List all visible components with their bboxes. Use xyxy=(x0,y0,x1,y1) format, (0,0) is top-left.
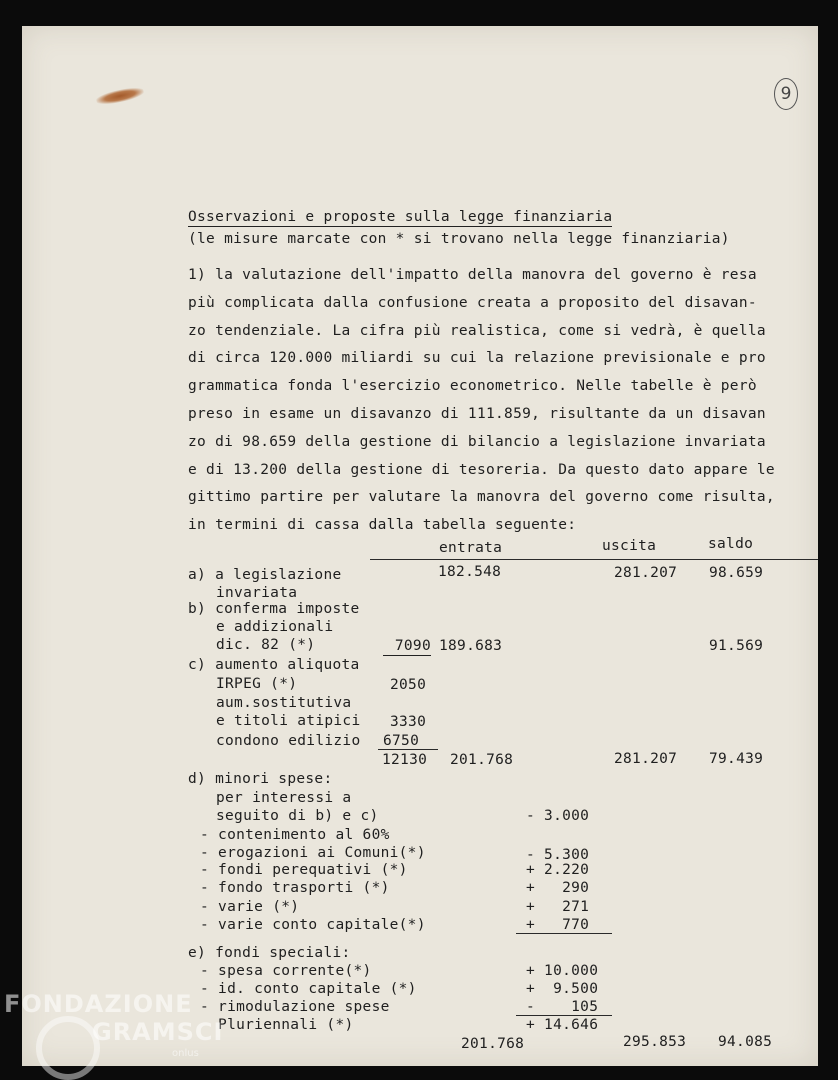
row-b-label: b) conferma imposte xyxy=(188,601,360,617)
list-item-label: Pluriennali (*) xyxy=(200,1017,354,1033)
row-a-uscita: 281.207 xyxy=(614,565,678,581)
paragraph-line: preso in esame un disavanzo di 111.859, risultante da un disavan xyxy=(188,405,766,422)
paragraph-line: 1) la valutazione dell'impatto della manovra del governo è resa xyxy=(188,267,757,283)
list-item-value: + 290 xyxy=(526,880,590,896)
row-a-entrata: 182.548 xyxy=(438,564,502,580)
row-c-total: 12130 xyxy=(382,752,428,768)
paragraph-line: di circa 120.000 miliardi su cui la relazione previsionale e pro xyxy=(188,350,766,367)
final-entrata: 201.768 xyxy=(461,1036,525,1052)
list-item-value: + 9.500 xyxy=(526,981,599,997)
header-uscita: uscita xyxy=(602,538,657,554)
list-item-label: - rimodulazione spese xyxy=(200,999,390,1015)
final-uscita: 295.853 xyxy=(623,1034,687,1050)
watermark-logo xyxy=(36,1016,100,1080)
row-c-label-4: e titoli atipici xyxy=(216,713,361,729)
header-entrata: entrata xyxy=(439,540,503,556)
paragraph-line: in termini di cassa dalla tabella seguente: xyxy=(188,517,577,534)
document-subtitle: (le misure marcate con * si trovano nella legge finanziaria) xyxy=(188,231,730,247)
list-item-label: - id. conto capitale (*) xyxy=(200,981,417,997)
list-item-label: - erogazioni ai Comuni(*) xyxy=(200,845,426,861)
row-c-label-3: aum.sostitutiva xyxy=(216,695,352,711)
row-a-label-2: invariata xyxy=(216,585,298,601)
row-b-saldo: 91.569 xyxy=(709,638,764,654)
row-d-value: - 3.000 xyxy=(526,808,590,824)
row-c-condono: 6750 xyxy=(383,733,420,749)
paragraph-line: gittimo partire per valutare la manovra del governo come risulta, xyxy=(188,489,775,506)
row-a-saldo: 98.659 xyxy=(709,565,764,581)
watermark-line1: FONDAZIONE xyxy=(4,990,193,1018)
list-item-label: - varie conto capitale(*) xyxy=(200,917,426,933)
document-title: Osservazioni e proposte sulla legge finanziaria xyxy=(188,209,613,225)
document-page xyxy=(22,26,818,1066)
list-item-label: - varie (*) xyxy=(200,899,300,915)
body-paragraph xyxy=(188,262,775,540)
paragraph-line: più complicata dalla confusione creata a proposito del disavan- xyxy=(188,294,757,311)
list-item-label: - spesa corrente(*) xyxy=(200,963,372,979)
row-a-label: a) a legislazione xyxy=(188,567,342,583)
row-c-entrata: 201.768 xyxy=(450,752,514,768)
stain-mark xyxy=(95,85,144,107)
subtotal-rule xyxy=(516,933,612,934)
list-item-label: - contenimento al 60% xyxy=(200,827,390,843)
row-b-label-3: dic. 82 (*) xyxy=(216,637,316,653)
list-item-value: - 5.300 xyxy=(526,847,590,863)
header-rule xyxy=(370,559,818,560)
list-item-value: + 2.220 xyxy=(526,862,590,878)
page-number: 9 xyxy=(774,78,798,110)
row-d-label-3: seguito di b) e c) xyxy=(216,808,379,824)
row-c-label-2: IRPEG (*) xyxy=(216,676,298,692)
row-c-uscita: 281.207 xyxy=(614,751,678,767)
list-item-value: + 271 xyxy=(526,899,590,915)
row-c-label: c) aumento aliquota xyxy=(188,657,360,673)
paragraph-line: e di 13.200 della gestione di tesoreria. Da questo dato appare le xyxy=(188,461,775,478)
row-c-irpeg: 2050 xyxy=(390,677,427,693)
header-saldo: saldo xyxy=(708,536,754,552)
paragraph-line: zo di 98.659 della gestione di bilancio a legislazione invariata xyxy=(188,433,766,450)
row-c-saldo: 79.439 xyxy=(709,751,764,767)
list-item-value: + 770 xyxy=(526,917,590,933)
row-c-label-5: condono edilizio xyxy=(216,733,361,749)
list-item-value: + 14.646 xyxy=(526,1017,599,1033)
final-saldo: 94.085 xyxy=(718,1034,773,1050)
list-item-label: - fondi perequativi (*) xyxy=(200,862,408,878)
list-item-value: - 105 xyxy=(526,999,599,1015)
row-b-amount: 7090 xyxy=(383,637,431,656)
row-c-titoli: 3330 xyxy=(390,714,427,730)
row-b-label-2: e addizionali xyxy=(216,619,334,635)
list-item-value: + 10.000 xyxy=(526,963,599,979)
subtotal-rule xyxy=(378,749,438,750)
row-b-entrata: 189.683 xyxy=(439,638,503,654)
row-d-label-2: per interessi a xyxy=(216,790,352,806)
paragraph-line: zo tendenziale. La cifra più realistica, come si vedrà, è quella xyxy=(188,322,766,339)
paragraph-line: grammatica fonda l'esercizio econometrico. Nelle tabelle è però xyxy=(188,378,757,395)
list-item-label: - fondo trasporti (*) xyxy=(200,880,390,896)
row-d-label: d) minori spese: xyxy=(188,771,333,787)
watermark-line2: GRAMSCI xyxy=(92,1018,224,1046)
watermark-line3: onlus xyxy=(172,1048,199,1059)
row-e-label: e) fondi speciali: xyxy=(188,945,351,961)
